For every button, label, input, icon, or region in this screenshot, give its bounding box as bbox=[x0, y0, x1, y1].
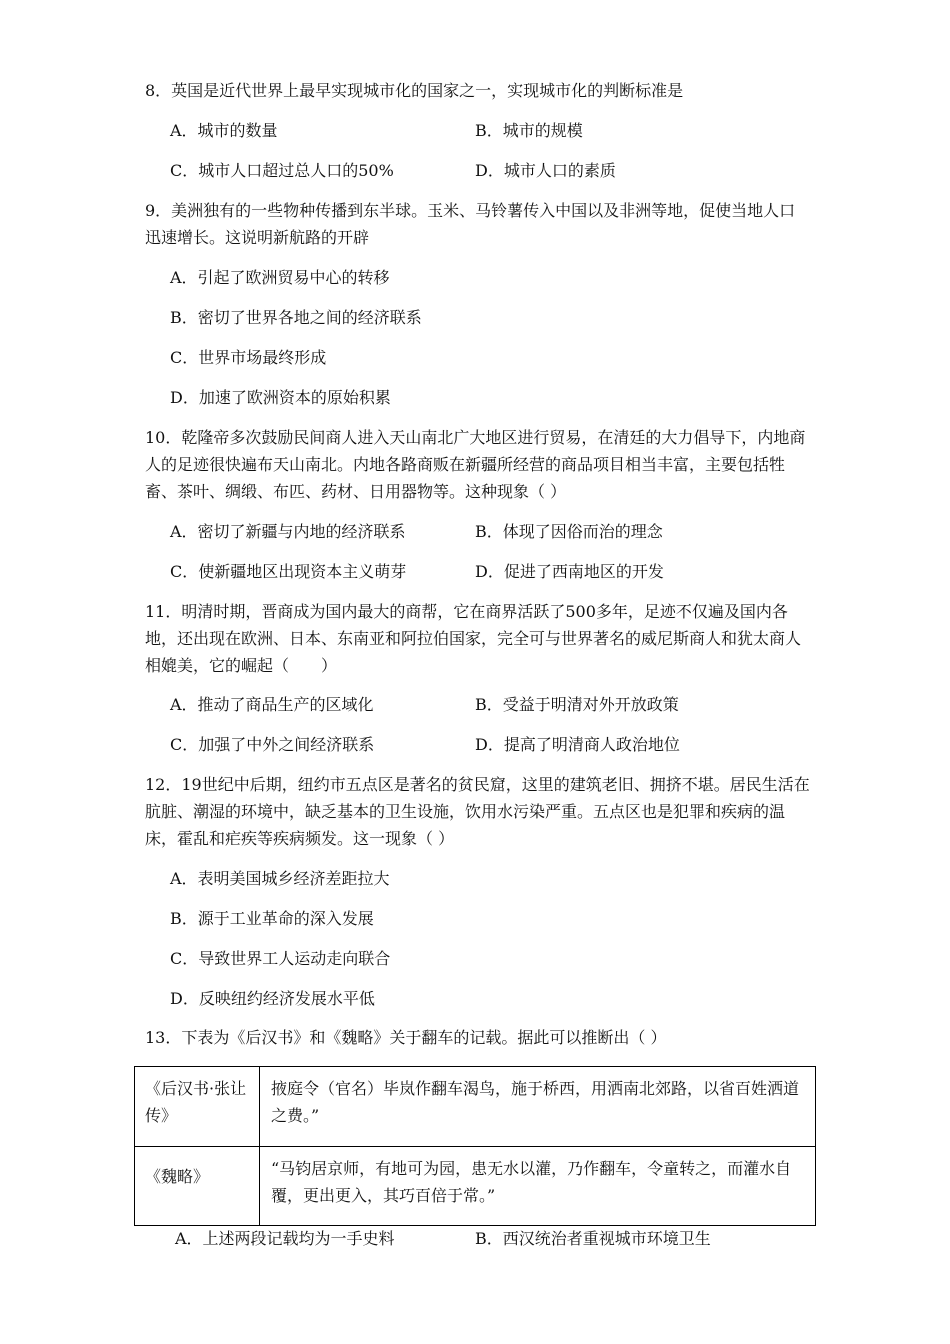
question-12-option-a[interactable]: A．表明美国城乡经济差距拉大 bbox=[170, 869, 390, 888]
question-10-option-a[interactable]: A．密切了新疆与内地的经济联系 bbox=[170, 522, 406, 541]
question-9-option-b[interactable]: B．密切了世界各地之间的经济联系 bbox=[170, 308, 422, 327]
question-9-option-c[interactable]: C．世界市场最终形成 bbox=[170, 348, 327, 367]
question-11-option-a[interactable]: A．推动了商品生产的区域化 bbox=[170, 695, 374, 714]
question-9-stem: 9．美洲独有的一些物种传播到东半球。玉米、马铃薯传入中国以及非洲等地，促使当地人口迅速增长。这说明新航路的开辟 bbox=[145, 201, 796, 247]
table-row bbox=[135, 1067, 815, 1147]
question-11-option-b[interactable]: B．受益于明清对外开放政策 bbox=[475, 695, 679, 714]
question-8-stem: 8．英国是近代世界上最早实现城市化的国家之一，实现城市化的判断标准是 bbox=[145, 81, 684, 100]
question-13-option-a[interactable]: A．上述两段记载均为一手史料 bbox=[175, 1229, 395, 1248]
table-cell-source: 《后汉书·张让传》 bbox=[145, 1079, 247, 1125]
question-13-option-b[interactable]: B．西汉统治者重视城市环境卫生 bbox=[475, 1229, 711, 1248]
question-11-stem: 11．明清时期，晋商成为国内最大的商帮，它在商界活跃了500多年，足迹不仅遍及国内各地，还出现在欧洲、日本、东南亚和阿拉伯国家，完全可与世界著名的威尼斯商人和犹太商人相媲美，它的崛起（ ） bbox=[145, 602, 802, 675]
question-10-option-c[interactable]: C．使新疆地区出现资本主义萌芽 bbox=[170, 562, 407, 581]
table-cell-text: 掖庭令（官名）毕岚作翻车渴鸟，施于桥西，用洒南北郊路，以省百姓洒道之费。” bbox=[271, 1079, 800, 1125]
table-row bbox=[135, 1147, 815, 1225]
question-11-option-d[interactable]: D．提高了明清商人政治地位 bbox=[475, 735, 680, 754]
question-13-stem: 13．下表为《后汉书》和《魏略》关于翻车的记载。据此可以推断出（ ） bbox=[145, 1028, 667, 1047]
question-10-stem: 10．乾隆帝多次鼓励民间商人进入天山南北广大地区进行贸易，在清廷的大力倡导下，内地商人的足迹很快遍布天山南北。内地各路商贩在新疆所经营的商品项目相当丰富，主要包括牲畜、茶叶、绸缎、布匹、药材、日用器物等。这种现象（ ） bbox=[145, 428, 806, 501]
question-9-option-d[interactable]: D．加速了欧洲资本的原始积累 bbox=[170, 388, 391, 407]
question-10-option-d[interactable]: D．促进了西南地区的开发 bbox=[475, 562, 664, 581]
question-8-option-b[interactable]: B．城市的规模 bbox=[475, 121, 583, 140]
question-8-option-a[interactable]: A．城市的数量 bbox=[170, 121, 278, 140]
question-12-option-c[interactable]: C．导致世界工人运动走向联合 bbox=[170, 949, 391, 968]
question-12-stem: 12．19世纪中后期，纽约市五点区是著名的贫民窟，这里的建筑老旧、拥挤不堪。居民生活在肮脏、潮湿的环境中，缺乏基本的卫生设施，饮用水污染严重。五点区也是犯罪和疾病的温床，霍乱和疟疾等疾病频发。这一现象（ ） bbox=[145, 775, 810, 848]
source-table bbox=[134, 1066, 816, 1226]
question-9-option-a[interactable]: A．引起了欧洲贸易中心的转移 bbox=[170, 268, 390, 287]
question-8-option-d[interactable]: D．城市人口的素质 bbox=[475, 161, 616, 180]
table-cell-text: “马钧居京师，有地可为园，患无水以灌，乃作翻车，令童转之，而灌水自覆，更出更入，其巧百倍于常。” bbox=[271, 1159, 792, 1205]
question-12-option-d[interactable]: D．反映纽约经济发展水平低 bbox=[170, 989, 375, 1008]
question-11-option-c[interactable]: C．加强了中外之间经济联系 bbox=[170, 735, 375, 754]
table-cell-source: 《魏略》 bbox=[145, 1167, 210, 1186]
question-10-option-b[interactable]: B．体现了因俗而治的理念 bbox=[475, 522, 663, 541]
question-8-option-c[interactable]: C．城市人口超过总人口的50% bbox=[170, 161, 394, 180]
question-12-option-b[interactable]: B．源于工业革命的深入发展 bbox=[170, 909, 374, 928]
